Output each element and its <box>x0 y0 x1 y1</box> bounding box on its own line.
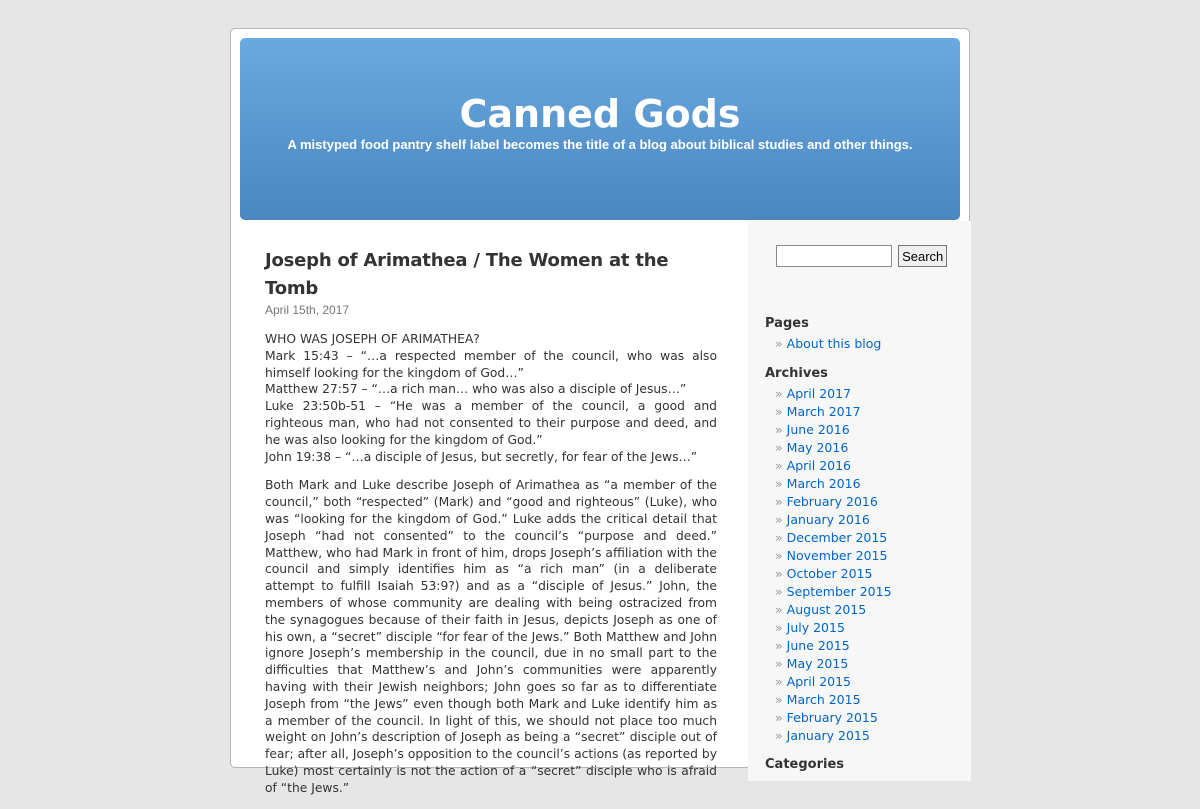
verse-luke: Luke 23:50b-51 – “He was a member of the council, a good and righteous man, who had not consented to their purpose and deed, and he was also looking for the kingdom of God.” <box>265 399 717 447</box>
archive-item <box>775 457 892 475</box>
verse-list <box>265 331 717 465</box>
archive-item <box>775 493 892 511</box>
archive-link[interactable]: March 2015 <box>786 692 861 707</box>
archive-item <box>775 547 892 565</box>
raquo-glyph: » <box>775 566 783 581</box>
archive-link[interactable]: May 2016 <box>786 440 849 455</box>
verse-john: John 19:38 – “…a disciple of Jesus, but secretly, for fear of the Jews…” <box>265 449 698 464</box>
archive-link[interactable]: August 2015 <box>786 602 867 617</box>
pages-widget-title: Pages <box>765 316 809 331</box>
archive-item <box>775 673 892 691</box>
raquo-glyph: » <box>775 638 783 653</box>
archive-link[interactable]: December 2015 <box>786 530 888 545</box>
archive-link[interactable]: July 2015 <box>786 620 845 635</box>
archive-item <box>775 655 892 673</box>
raquo-glyph: » <box>775 530 783 545</box>
archive-item <box>775 475 892 493</box>
archive-item <box>775 565 892 583</box>
search-form <box>776 245 947 267</box>
archive-link[interactable]: April 2017 <box>786 386 852 401</box>
archive-link[interactable]: November 2015 <box>786 548 888 563</box>
archive-item <box>775 511 892 529</box>
archive-link[interactable]: March 2017 <box>786 404 861 419</box>
archive-item <box>775 529 892 547</box>
raquo-glyph: » <box>775 602 783 617</box>
raquo-glyph: » <box>775 692 783 707</box>
main-content <box>265 247 717 809</box>
raquo-glyph: » <box>775 404 783 419</box>
archives-widget-title: Archives <box>765 366 828 381</box>
raquo-glyph: » <box>775 656 783 671</box>
archive-link[interactable]: October 2015 <box>786 566 873 581</box>
sidebar <box>748 221 971 781</box>
post-entry <box>265 331 717 797</box>
blog-description: A mistyped food pantry shelf label becomes the title of a blog about biblical studies and other things. <box>287 137 913 152</box>
archive-link[interactable]: May 2015 <box>786 656 849 671</box>
raquo-glyph: » <box>775 494 783 509</box>
archive-item <box>775 709 892 727</box>
archive-item <box>775 583 892 601</box>
raquo-glyph: » <box>775 458 783 473</box>
raquo-glyph: » <box>775 674 783 689</box>
archives-list <box>775 385 892 745</box>
archive-item <box>775 385 892 403</box>
raquo-glyph: » <box>775 336 783 351</box>
archive-link[interactable]: September 2015 <box>786 584 892 599</box>
blog-title[interactable]: Canned Gods <box>459 92 741 136</box>
archive-link[interactable]: June 2015 <box>786 638 850 653</box>
raquo-glyph: » <box>775 548 783 563</box>
archive-item <box>775 727 892 745</box>
page-container <box>230 28 970 795</box>
raquo-glyph: » <box>775 710 783 725</box>
archive-link[interactable]: April 2016 <box>786 458 852 473</box>
archive-item <box>775 637 892 655</box>
archive-link[interactable]: March 2016 <box>786 476 861 491</box>
archive-link[interactable]: January 2015 <box>786 728 870 743</box>
archive-link[interactable]: February 2016 <box>786 494 878 509</box>
raquo-glyph: » <box>775 728 783 743</box>
page-item <box>775 335 881 353</box>
pages-list <box>775 335 881 353</box>
raquo-glyph: » <box>775 620 783 635</box>
archive-item <box>775 403 892 421</box>
raquo-glyph: » <box>775 584 783 599</box>
archive-item <box>775 619 892 637</box>
verse-matthew: Matthew 27:57 – “…a rich man… who was also a disciple of Jesus…” <box>265 382 687 397</box>
blog-header <box>240 38 960 220</box>
entry-paragraph: Both Mark and Luke describe Joseph of Arimathea as “a member of the council,” both “respected” (Mark) and “good and righteous” (Luke), who was “looking for the kingdom of God.” Luke adds the critical detail that Joseph “had not consented” to the council’s “purpose and deed.” Matthew, who had Mark in front of him, drops Joseph’s affiliation with the council and simply identifies him as “a rich man” (in a deliberate attempt to fulfill Isaiah 53:9?) and as a “disciple of Jesus.” John, the members of whose community are dealing with being ostracized from the synagogues because of their faith in Jesus, depicts Joseph as one of his own, a “secret” disciple “for fear of the Jews.” Both Matthew and John ignore Joseph’s membership in the council, due in no small part to the difficulties that Matthew’s and John’s communities were apparently having with their Jewish neighbors; John goes so far as to differentiate Joseph from “the Jews” even though both Mark and Luke identify him as a member of the council. In light of this, we should not place too much weight on John’s description of Joseph as being a “secret” disciple out of fear; after all, Joseph’s opposition to the council’s actions (as reported by Luke) most certainly is not the action of a “secret” disciple who is afraid of “the Jews.” <box>265 478 717 795</box>
archive-item <box>775 691 892 709</box>
search-input[interactable] <box>776 245 892 267</box>
raquo-glyph: » <box>775 422 783 437</box>
archive-item <box>775 439 892 457</box>
verse-mark: Mark 15:43 – “…a respected member of the council, who was also himself looking for the kingdom of God…” <box>265 348 717 380</box>
entry-heading: WHO WAS JOSEPH OF ARIMATHEA? <box>265 332 480 346</box>
archive-link[interactable]: February 2015 <box>786 710 878 725</box>
archive-item <box>775 421 892 439</box>
raquo-glyph: » <box>775 476 783 491</box>
raquo-glyph: » <box>775 440 783 455</box>
raquo-glyph: » <box>775 386 783 401</box>
archive-link[interactable]: April 2015 <box>786 674 852 689</box>
search-button[interactable]: Search <box>898 245 947 267</box>
archive-item <box>775 601 892 619</box>
raquo-glyph: » <box>775 512 783 527</box>
page-link[interactable]: About this blog <box>786 336 882 351</box>
archive-link[interactable]: June 2016 <box>786 422 850 437</box>
post-date: April 15th, 2017 <box>265 303 350 317</box>
post-title[interactable]: Joseph of Arimathea / The Women at the Tomb <box>265 250 669 299</box>
categories-widget-title: Categories <box>765 757 845 772</box>
archive-link[interactable]: January 2016 <box>786 512 870 527</box>
